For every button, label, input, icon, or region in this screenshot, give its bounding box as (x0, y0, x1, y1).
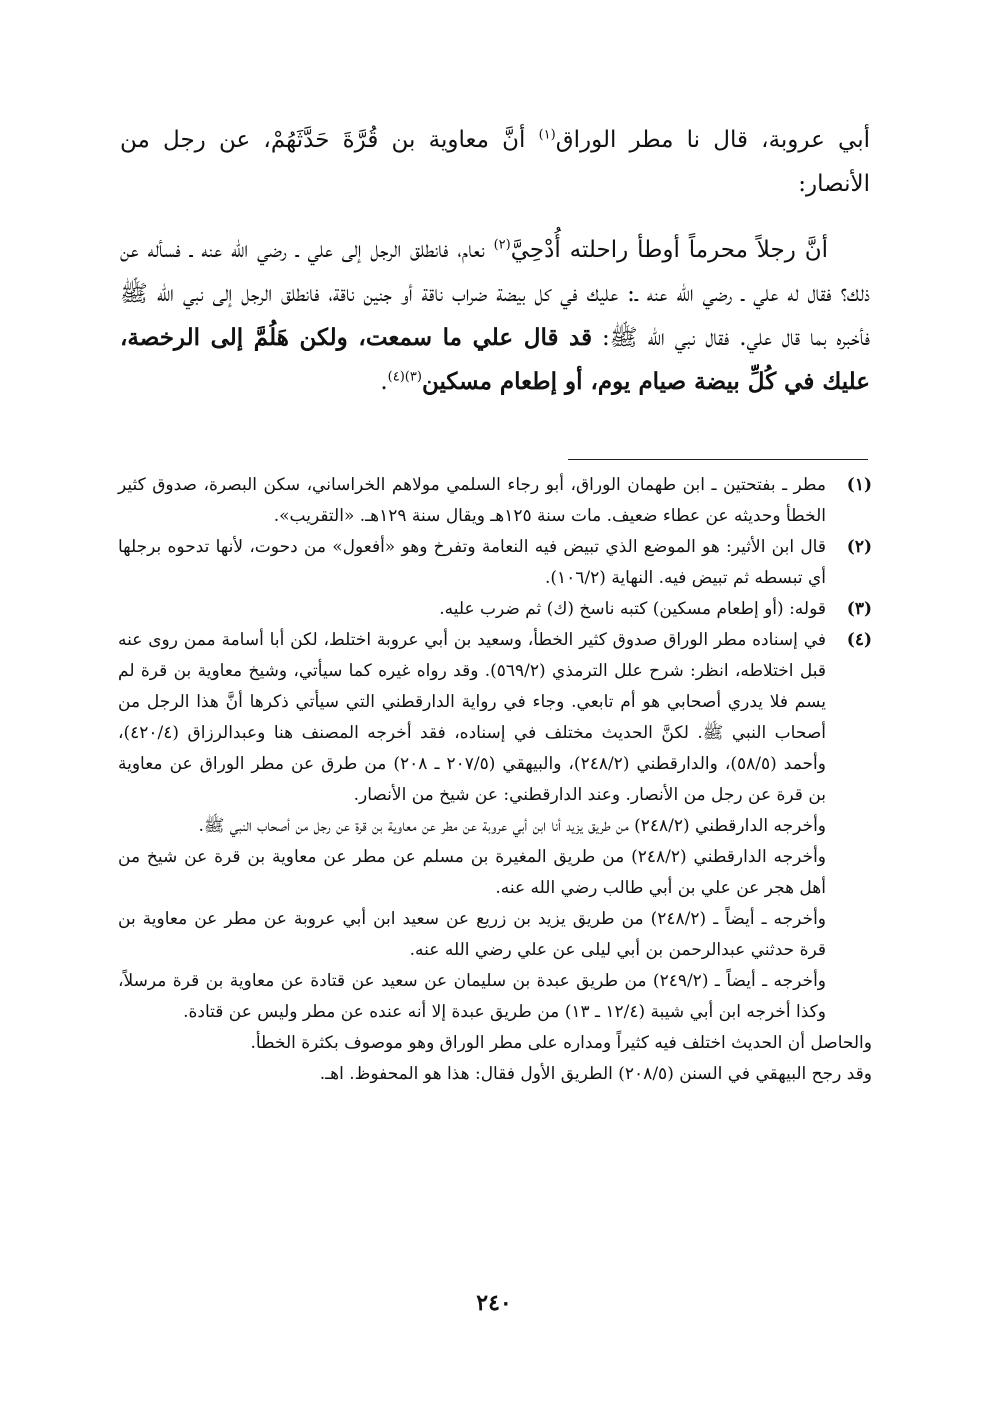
para2-text-b: نعام، فانطلق الرجل إلى علي ـ رضي الله عنه ـ فسأله عن ذلك؟ فقال له علي ـ رضي الله عنه ـ: عليك في كل بيضة ضراب ناقة أو جنين ناقة، فانطلق الرجل إلى نبي الله ﷺ فأخبره بما قال علي. فقال نبي الله ﷺ: (120, 237, 870, 351)
main-text (120, 118, 870, 404)
para1-text-a: أبي عروبة، قال نا مطر الوراق (555, 127, 870, 153)
para1-text-b: أنَّ معاوية بن قُرَّةَ حَدَّثَهُمْ، عن رجل من الأنصار: (120, 127, 870, 197)
footnote-paragraph: وأخرجه الدارقطني (٢٤٨/٢) من طريق المغيرة بن مسلم عن مطر عن معاوية بن قرة عن شيخ من أهل هجر عن علي بن أبي طالب رضي الله عنه. (118, 847, 826, 898)
footnote-ref-1: (١) (538, 127, 556, 143)
footnotes (118, 470, 872, 1090)
footnote-ref-3-4: (٣)(٤) (387, 369, 422, 385)
footnote-paragraph: وأخرجه ـ أيضاً ـ (٢٤٩/٢) من طريق عبدة بن سليمان عن سعيد عن قتادة عن معاوية بن قرة مرسلاً، وكذا أخرجه ابن أبي شيبة (١٢/٤ ـ ١٣) من طريق عبدة إلا أنه عنده عن مطر وليس عن قتادة. (118, 971, 826, 1022)
footnote-paragraph: في إسناده مطر الوراق صدوق كثير الخطأ، وسعيد بن أبي عروبة اختلط، لكن أبا أسامة ممن روى عنه قبل اختلاطه، انظر: شرح علل الترمذي (٥٦٩/٢). وقد رواه غيره كما سيأتي، وشيخ معاوية بن قرة لم يسم فلا يدري أصحابي هو أم تابعي. وجاء في رواية الدارقطني التي سيأتي ذكرها أنَّ هذا الرجل من أصحاب النبي ﷺ. لكنَّ الحديث مختلف في إسناده، فقد أخرجه المصنف هنا وعبدالرزاق (٤٢٠/٤)، وأحمد (٥٨/٥)، والدارقطني (٢٤٨/٢)، والبيهقي (٢٠٧/٥ ـ ٢٠٨) من طرق عن مطر الوراق عن معاوية بن قرة عن رجل من الأنصار. وعند الدارقطني: عن شيخ من الأنصار. (118, 630, 826, 805)
footnote-number: (٢) (846, 537, 872, 557)
conclusion-line: والحاصل أن الحديث اختلف فيه كثيراً ومداره على مطر الوراق وهو موصوف بكثرة الخطأ. (250, 1033, 872, 1053)
footnote-separator (568, 459, 868, 460)
hadith-text: قد قال علي ما سمعت، ولكن هَلُمَّ إلى الرخصة، عليك في كُلِّ بيضة صيام يوم، أو إطعام مسكين (120, 324, 870, 395)
footnote-text: مطر ـ بفتحتين ـ ابن طهمان الوراق، أبو رجاء السلمي مولاهم الخراساني، سكن البصرة، صدوق كثير الخطأ وحديثه عن عطاء ضعيف. مات سنة ١٢٥هـ ويقال سنة ١٢٩هـ. «التقريب». (118, 475, 826, 526)
main-paragraph-1 (120, 118, 870, 206)
para2-text-a: أنَّ رجلاً محرماً أوطأ راحلته أُدْحِيَّ (510, 237, 828, 263)
para2-end: . (380, 369, 388, 395)
footnote-paragraph: وأخرجه ـ أيضاً ـ (٢٤٨/٢) من طريق يزيد بن زريع عن سعيد ابن أبي عروبة عن مطر عن معاوية بن قرة حدثني عبدالرحمن بن أبي ليلى عن علي رضي الله عنه. (118, 909, 826, 960)
main-paragraph-2 (120, 228, 870, 404)
page-number: ٢٤٠ (476, 1290, 512, 1316)
footnote-paragraph: وأخرجه الدارقطني (٢٤٨/٢) من طريق يزيد أنا ابن أبي عروبة عن مطر عن معاوية بن قرة عن رجل من أصحاب النبي ﷺ. (198, 816, 826, 836)
footnote-3 (118, 594, 872, 625)
footnote-text: قال ابن الأثير: هو الموضع الذي تبيض فيه النعامة وتفرخ وهو «أفعول» من دحوت، لأنها تدحوه برجلها أي تبسطه ثم تبيض فيه. النهاية (١٠٦/٢). (118, 537, 826, 588)
footnote-number: (٣) (846, 599, 872, 619)
footnote-number: (١) (846, 475, 872, 495)
footnote-4 (118, 625, 872, 1028)
footnote-text: قوله: (أو إطعام مسكين) كتبه ناسخ (ك) ثم ضرب عليه. (439, 599, 826, 619)
footnote-1 (118, 470, 872, 532)
footnote-ref-2: (٢) (493, 237, 511, 253)
footnote-2 (118, 532, 872, 594)
footnote-number: (٤) (846, 630, 872, 650)
conclusion-line: وقد رجح البيهقي في السنن (٢٠٨/٥) الطريق الأول فقال: هذا هو المحفوظ. اهـ. (319, 1064, 872, 1084)
